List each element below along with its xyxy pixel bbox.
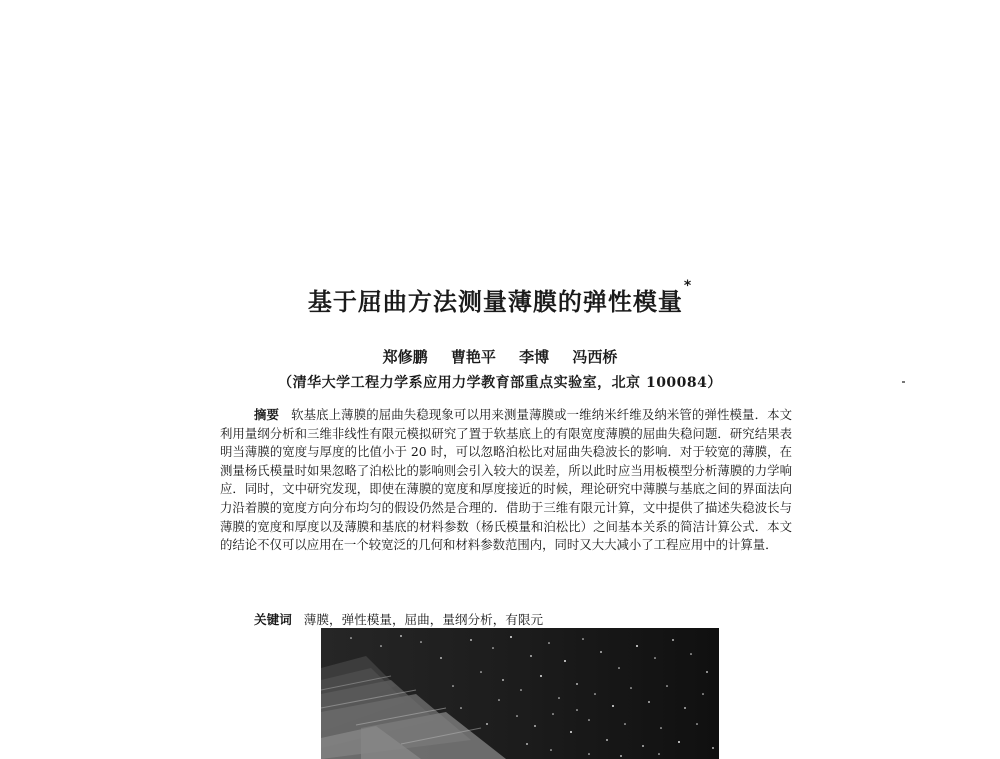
wrinkled-film-micrograph [321, 628, 719, 759]
title-footnote-mark: * [683, 278, 693, 294]
author-list: 郑修鹏 曹艳平 李博 冯西桥 [382, 348, 618, 366]
abstract-text: 软基底上薄膜的屈曲失稳现象可以用来测量薄膜或一维纳米纤维及纳米管的弹性模量．本文利用量纲分析和三维非线性有限元模拟研究了置于软基底上的有限宽度薄膜的屈曲失稳问题．研究结果表明当薄膜的宽度与厚度的比值小于 20 时，可以忽略泊松比对屈曲失稳波长的影响．对于较宽的薄膜，在测量杨氏模量时如果忽略了泊松比的影响则会引入较大的误差，所以此时应当用板模型分析薄膜的力学响应．同时，文中研究发现，即使在薄膜的宽度和厚度接近的时候，理论研究中薄膜与基底之间的界面法向力沿着膜的宽度方向分布均匀的假设仍然是合理的．借助于三维有限元计算，文中提供了描述失稳波长与薄膜的宽度和厚度以及薄膜和基底的材料参数（杨氏模量和泊松比）之间基本关系的简洁计算公式．本文的结论不仅可以应用在一个较宽泛的几何和材料参数范围内，同时又大大减小了工程应用中的计算量． [220, 407, 793, 553]
keywords-text: 薄膜，弹性模量，屈曲，量纲分析，有限元 [303, 612, 544, 627]
keywords-label: 关键词 [254, 612, 292, 627]
affiliation: （清华大学工程力学系应用力学教育部重点实验室，北京 100084） [278, 375, 722, 391]
paper-title: 基于屈曲方法测量薄膜的弹性模量* [307, 278, 693, 316]
keywords-line [254, 609, 543, 628]
scan-speck [902, 381, 905, 383]
abstract-paragraph [220, 406, 792, 555]
abstract-label: 摘要 [254, 407, 280, 422]
